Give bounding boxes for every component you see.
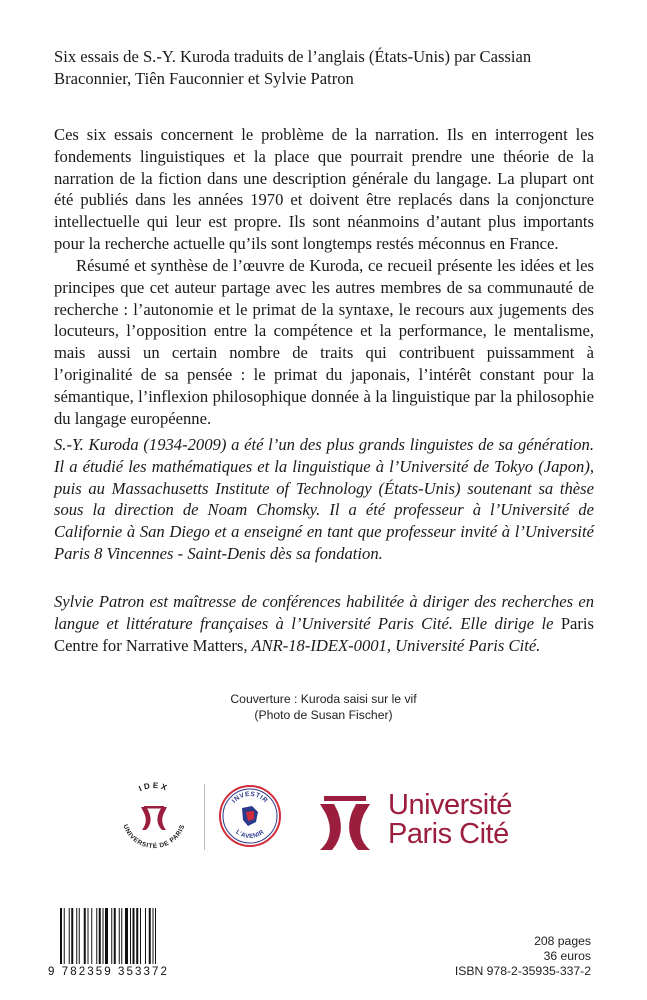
barcode-bar [79,908,80,964]
publication-info [455,934,591,979]
barcode-bar [105,908,108,964]
barcode-digits: 9 782359 353372 [48,966,170,978]
barcode-bar [145,908,146,964]
summary-paragraph-2: Résumé et synthèse de l’œuvre de Kuroda, ce recueil présente les idées et les principes que cet auteur partage avec les autres membres de sa communauté de recherche : l’autonomie et le primat de la syntaxe, le recours aux jugements des locuteurs, l’opposition entre la compétence et la performance, le mentalisme, mais aussi un certain nombre de traits qui contribuent puissamment à l’originalité de sa pensée : le primat du japonais, l’intérêt constant pour la sémantique, l’inflexion philosophique donnée à la linguistique par la philosophie du langage européenne. [54,256,594,428]
idex-top-text: IDEX [137,780,171,794]
bio-patron-centre: Paris Centre for Narrative Matters [54,613,594,655]
bio-patron-part3: , ANR-18-IDEX-0001, Université Paris Cité. [243,635,541,655]
universite-paris-cite-mark-icon [312,792,378,852]
barcode-bar [136,908,138,964]
idex-bottom-text: UNIVERSITÉ DE PARIS [121,823,187,851]
isbn-barcode [58,908,192,968]
author-bio-kuroda: S.-Y. Kuroda (1934-2009) a été l’un des plus grands linguistes de sa génération. Il a étudié les mathématiques et la linguistique à l’Université de Tokyo (Japon), puis au Massachusetts Institute of Technology (États-Unis) soutenant sa thèse sous la direction de Noam Chomsky. Il a été professeur à l’Université de Californie à San Diego et a enseigné en tant que professeur invité à l’Université Paris 8 Vincennes - Saint-Denis dès sa fondation. [54,435,594,563]
barcode-bar [119,908,120,964]
bio-patron-part1: Sylvie Patron est maîtresse de conférences habilitée à diriger des recherches en langue et littérature françaises à l’Université Paris Cité. Elle dirige le [54,592,594,633]
idex-universite-de-paris-logo [116,778,192,854]
barcode-bar [60,908,62,964]
barcode-bar [91,908,92,964]
svg-text:IDEX [137,781,170,794]
isbn-number: ISBN 978-2-35935-337-2 [454,964,591,978]
barcode-bar [76,908,77,964]
barcode-bar [114,908,116,964]
summary-paragraph-1: Ces six essais concernent le problème de la narration. Ils en interrogent les fondements linguistiques et la place que pourrait prendre une théorie de la narration de la fiction dans une description générale du langage. La plupart ont été publiés dans les années 1970 et doivent être replacés dans la conjoncture intellectuelle qui leur est propre. Ils sont néanmoins d’autant plus importants pour la recherche actuelle qu’ils sont longtemps restés méconnus en France. [54,125,594,253]
barcode-bar [121,908,122,964]
barcode-bar [125,908,128,964]
invest-bottom-text: L’AVENIR [234,828,266,841]
partner-logos [0,770,647,880]
photo-credit: (Photo de Susan Fischer) [254,708,393,722]
invest-top-text: INVESTIR [230,790,270,805]
barcode-bar [133,908,135,964]
barcode-bar [140,908,141,964]
logo-separator [204,784,205,850]
author-bio-patron [54,591,594,656]
page-count: 208 pages [534,934,591,948]
barcode-bar [99,908,101,964]
upc-line1: Université [388,789,512,821]
barcode-bar [155,908,156,964]
barcode-bar [71,908,73,964]
universite-paris-cite-wordmark [388,791,512,849]
upc-line2: Paris Cité [388,818,509,850]
barcode-bar [84,908,86,964]
barcode-bar [64,908,65,964]
barcode-bar [149,908,151,964]
barcode-bar [88,908,89,964]
svg-text:UNIVERSITÉ DE PARIS [121,823,186,850]
barcode-bar [111,908,112,964]
barcode-bar [130,908,131,964]
price: 36 euros [543,949,591,963]
barcode-bar [69,908,70,964]
cover-caption: Couverture : Kuroda saisi sur le vif [230,692,417,706]
investir-l-avenir-logo [218,784,282,848]
barcode-bar [96,908,97,964]
translation-credit: Six essais de S.-Y. Kuroda traduits de l’anglais (États-Unis) par Cassian Braconnier, Tiên Fauconnier et Sylvie Patron [54,47,532,88]
barcode-bar [103,908,104,964]
eiffel-mark-icon [141,806,167,830]
barcode-bar [153,908,154,964]
